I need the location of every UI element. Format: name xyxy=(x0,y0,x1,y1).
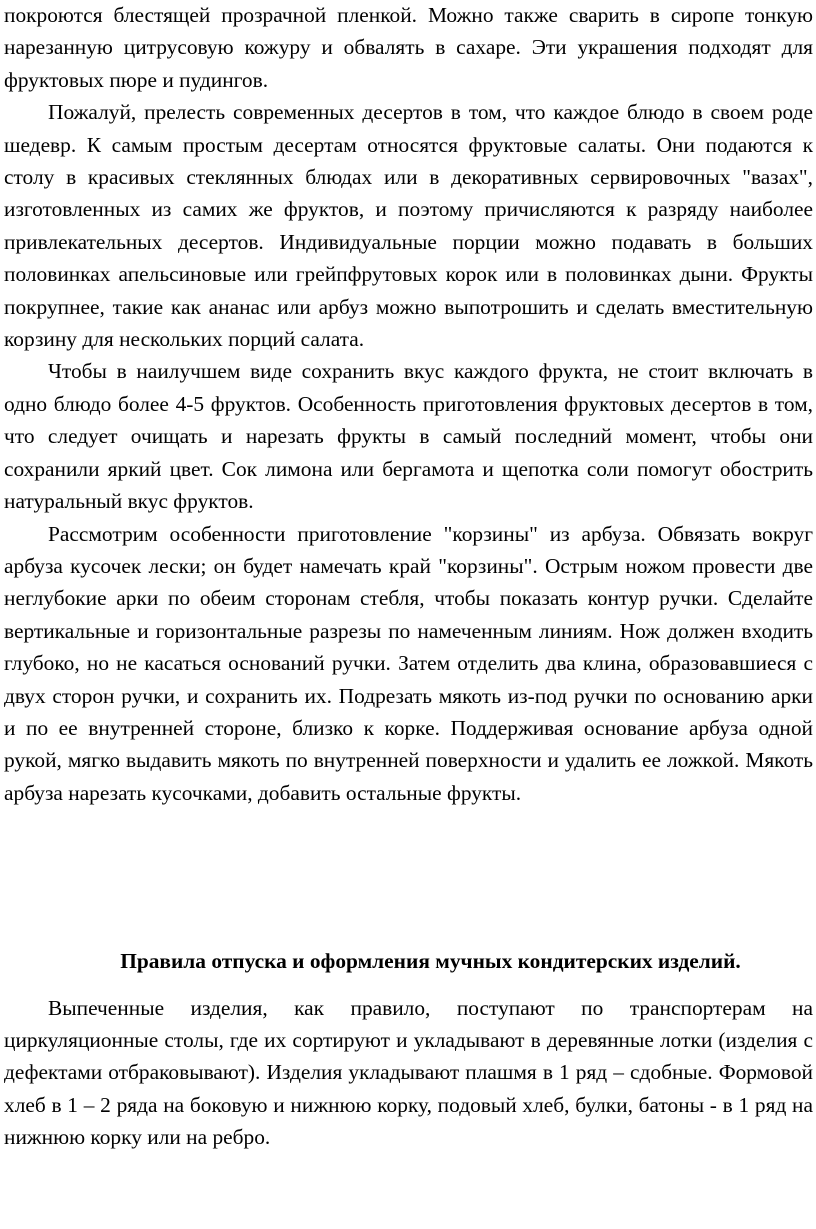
paragraph-baked-goods: Выпеченные изделия, как правило, поступают по транспортерам на циркуляционные столы, где их сортируют и укладывают в деревянные лотки (изделия с дефектами отбраковывают). Изделия укладывают плашмя в 1 ряд – сдобные. Формовой хлеб в 1 – 2 ряда на боковую и нижнюю корку, подовый хлеб, булки, батоны - в 1 ряд на нижнюю корку или на ребро. xyxy=(4,995,813,1150)
paragraph-fruit-salads: Пожалуй, прелесть современных десертов в том, что каждое блюдо в своем роде шедевр. К самым простым десертам относятся фруктовые салаты. Они подаются к столу в красивых стеклянных блюдах или в декоративных сервировочных "вазах", изготовленных из самих же фруктов, и поэтому причисляются к разряду наиболее привлекательных десертов. Индивидуальные порции можно подавать в больших половинках апельсиновые или грейпфрутовых корок или в половинках дыни. Фрукты покрупнее, такие как ананас или арбуз можно выпотрошить и сделать вместительную корзину для нескольких порций салата. xyxy=(4,100,813,352)
paragraph-watermelon-basket: Рассмотрим особенности приготовление "корзины" из арбуза. Обвязать вокруг арбуза кусочек лески; он будет намечать край "корзины". Острым ножом провести две неглубокие арки по обеим сторонам стебля, чтобы показать контур ручки. Сделайте вертикальные и горизонтальные разрезы по намеченным линиям. Нож должен входить глубоко, но не касаться оснований ручки. Затем отделить два клина, образовавшиеся с двух сторон ручки, и сохранить их. Подрезать мякоть из-под ручки по основанию арки и по ее внутренней стороне, близко к корке. Поддерживая основание арбуза одной рукой, мягко выдавить мякоть по внутренней поверхности и удалить ее ложкой. Мякоть арбуза нарезать кусочками, добавить остальные фрукты. xyxy=(4,521,813,805)
section-heading: Правила отпуска и оформления мучных кондитерских изделий. xyxy=(120,949,741,974)
paragraph-citrus-decoration: покроются блестящей прозрачной пленкой. Можно также сварить в сиропе тонкую нарезанную цитрусовую кожуру и обвалять в сахаре. Эти украшения подходят для фруктовых пюре и пудингов. xyxy=(4,3,813,92)
paragraph-fruit-flavor: Чтобы в наилучшем виде сохранить вкус каждого фрукта, не стоит включать в одно блюдо более 4-5 фруктов. Особенность приготовления фруктовых десертов в том, что следует очищать и нарезать фрукты в самый последний момент, чтобы они сохранили яркий цвет. Сок лимона или бергамота и щепотка соли помогут обострить натуральный вкус фруктов. xyxy=(4,359,813,514)
